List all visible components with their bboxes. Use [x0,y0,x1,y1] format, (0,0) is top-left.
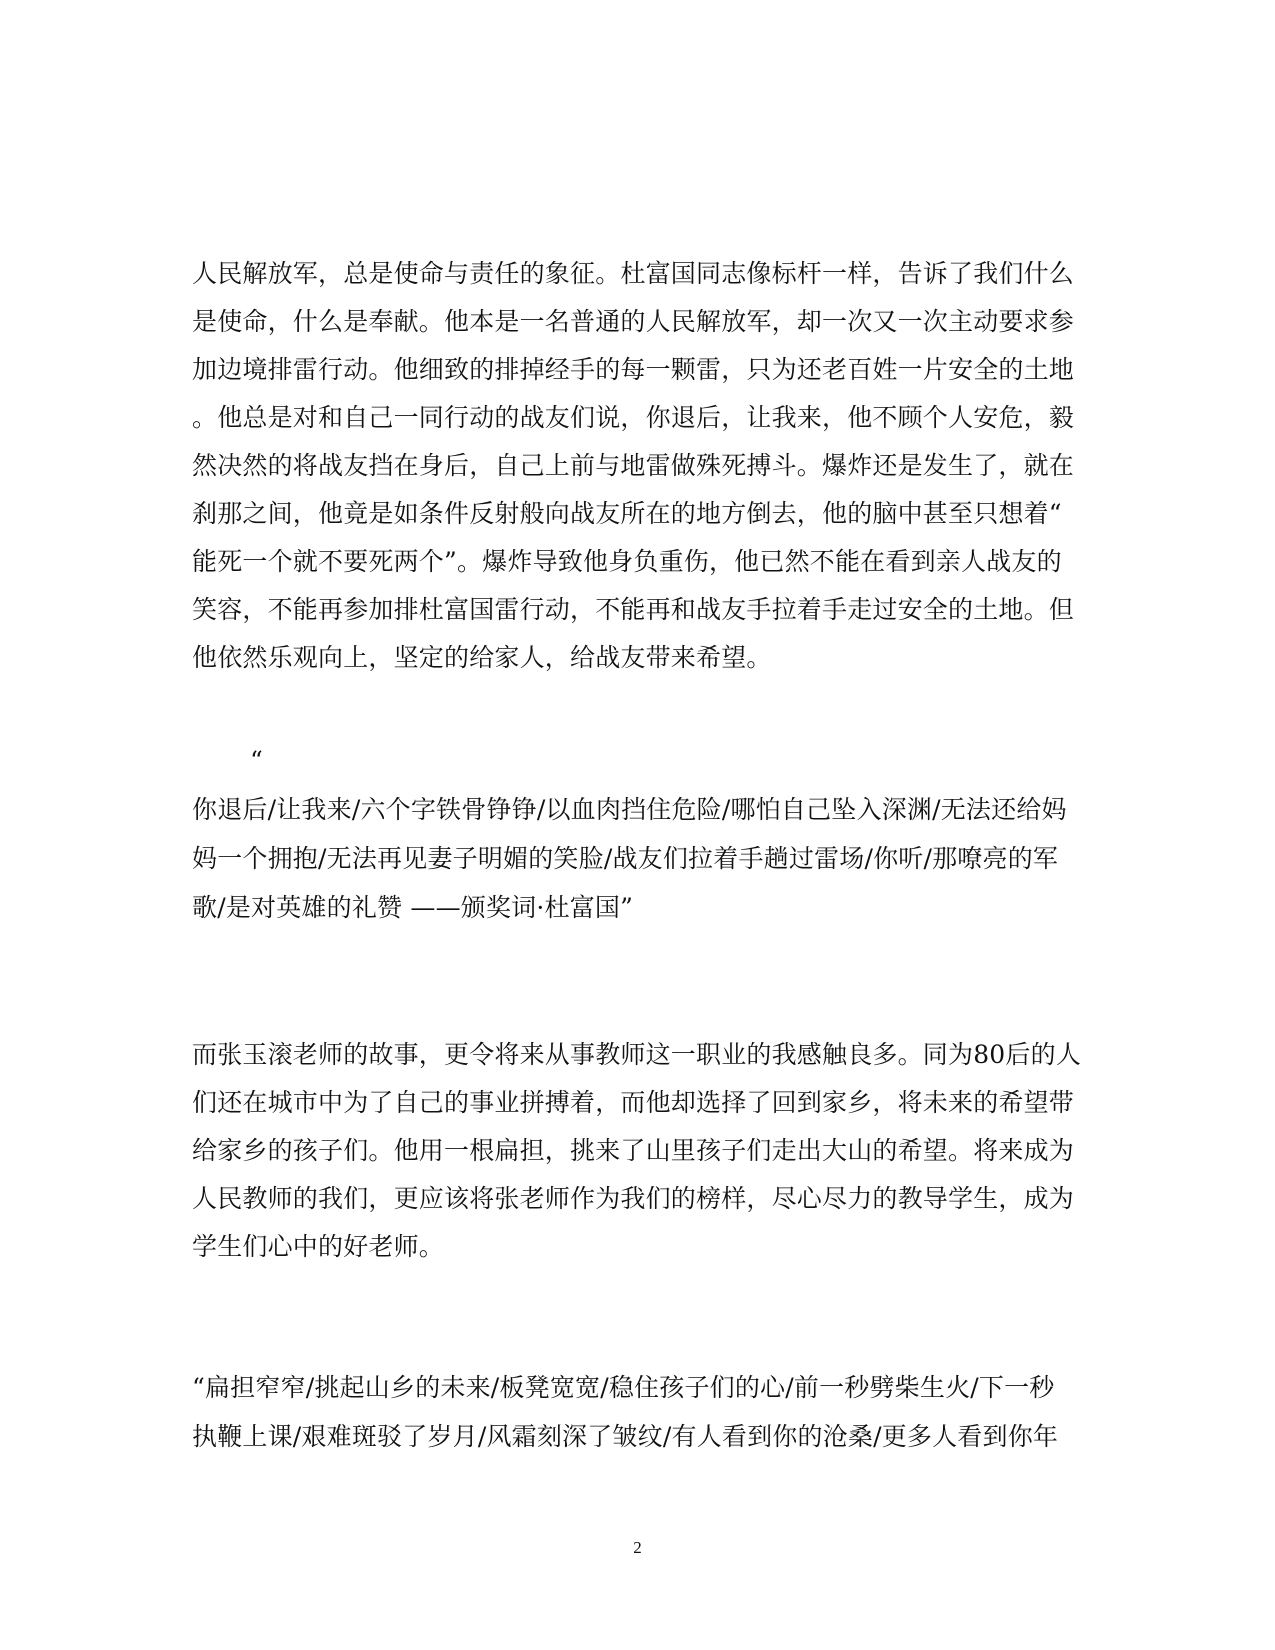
text-line: 们还在城市中为了自己的事业拼搏着，而他却选择了回到家乡，将未来的希望带 [192,1088,1075,1117]
text-line: 你退后/让我来/六个字铁骨铮铮/以血肉挡住危险/哪怕自己坠入深渊/无法还给妈 [192,795,1067,824]
text-line: 执鞭上课/艰难斑驳了岁月/风霜刻深了皱纹/有人看到你的沧桑/更多人看到你年 [192,1422,1059,1451]
award-citation-zhang-yugun [192,1363,1082,1461]
text-line: 然决然的将战友挡在身后，自己上前与地雷做殊死搏斗。爆炸还是发生了，就在 [192,451,1075,480]
text-line: 能死一个就不要死两个”。爆炸导致他身负重伤，他已然不能在看到亲人战友的 [192,547,1062,576]
text-line: 笑容，不能再参加排杜富国雷行动，不能再和战友手拉着手走过安全的土地。但 [192,595,1075,624]
text-line: 妈一个拥抱/无法再见妻子明媚的笑脸/战友们拉着手趟过雷场/你听/那嘹亮的军 [192,844,1059,873]
text-line: 人民解放军，总是使命与责任的象征。杜富国同志像标杆一样，告诉了我们什么 [192,259,1075,288]
text-line: 他依然乐观向上，坚定的给家人，给战友带来希望。 [192,643,772,672]
text-line: 歌/是对英雄的礼赞 ——颁奖词·杜富国” [192,893,634,922]
page-number: 2 [633,1538,642,1557]
paragraph-zhang-yugun [192,1031,1082,1271]
award-citation-du-fuguo [192,736,1082,932]
text-line: 而张玉滚老师的故事，更令将来从事教师这一职业的我感触良多。同为80后的人 [192,1040,1082,1069]
text-line: 是使命，什么是奉献。他本是一名普通的人民解放军，却一次又一次主动要求参 [192,307,1075,336]
text-line: 给家乡的孩子们。他用一根扁担，挑来了山里孩子们走出大山的希望。将来成为 [192,1136,1075,1165]
text-line: “扁担窄窄/挑起山乡的未来/板凳宽宽/稳住孩子们的心/前一秒劈柴生火/下一秒 [192,1373,1055,1402]
text-line: 人民教师的我们，更应该将张老师作为我们的榜样，尽心尽力的教导学生，成为 [192,1184,1075,1213]
text-line: 学生们心中的好老师。 [192,1232,445,1261]
opening-quote-mark: “ [250,746,263,775]
text-line: 加边境排雷行动。他细致的排掉经手的每一颗雷，只为还老百姓一片安全的土地 [192,355,1075,384]
text-line: 刹那之间，他竟是如条件反射般向战友所在的地方倒去，他的脑中甚至只想着“ [192,499,1062,528]
paragraph-du-fuguo [192,250,1082,682]
text-line: 。他总是对和自己一同行动的战友们说，你退后，让我来，他不顾个人安危，毅 [192,403,1075,432]
